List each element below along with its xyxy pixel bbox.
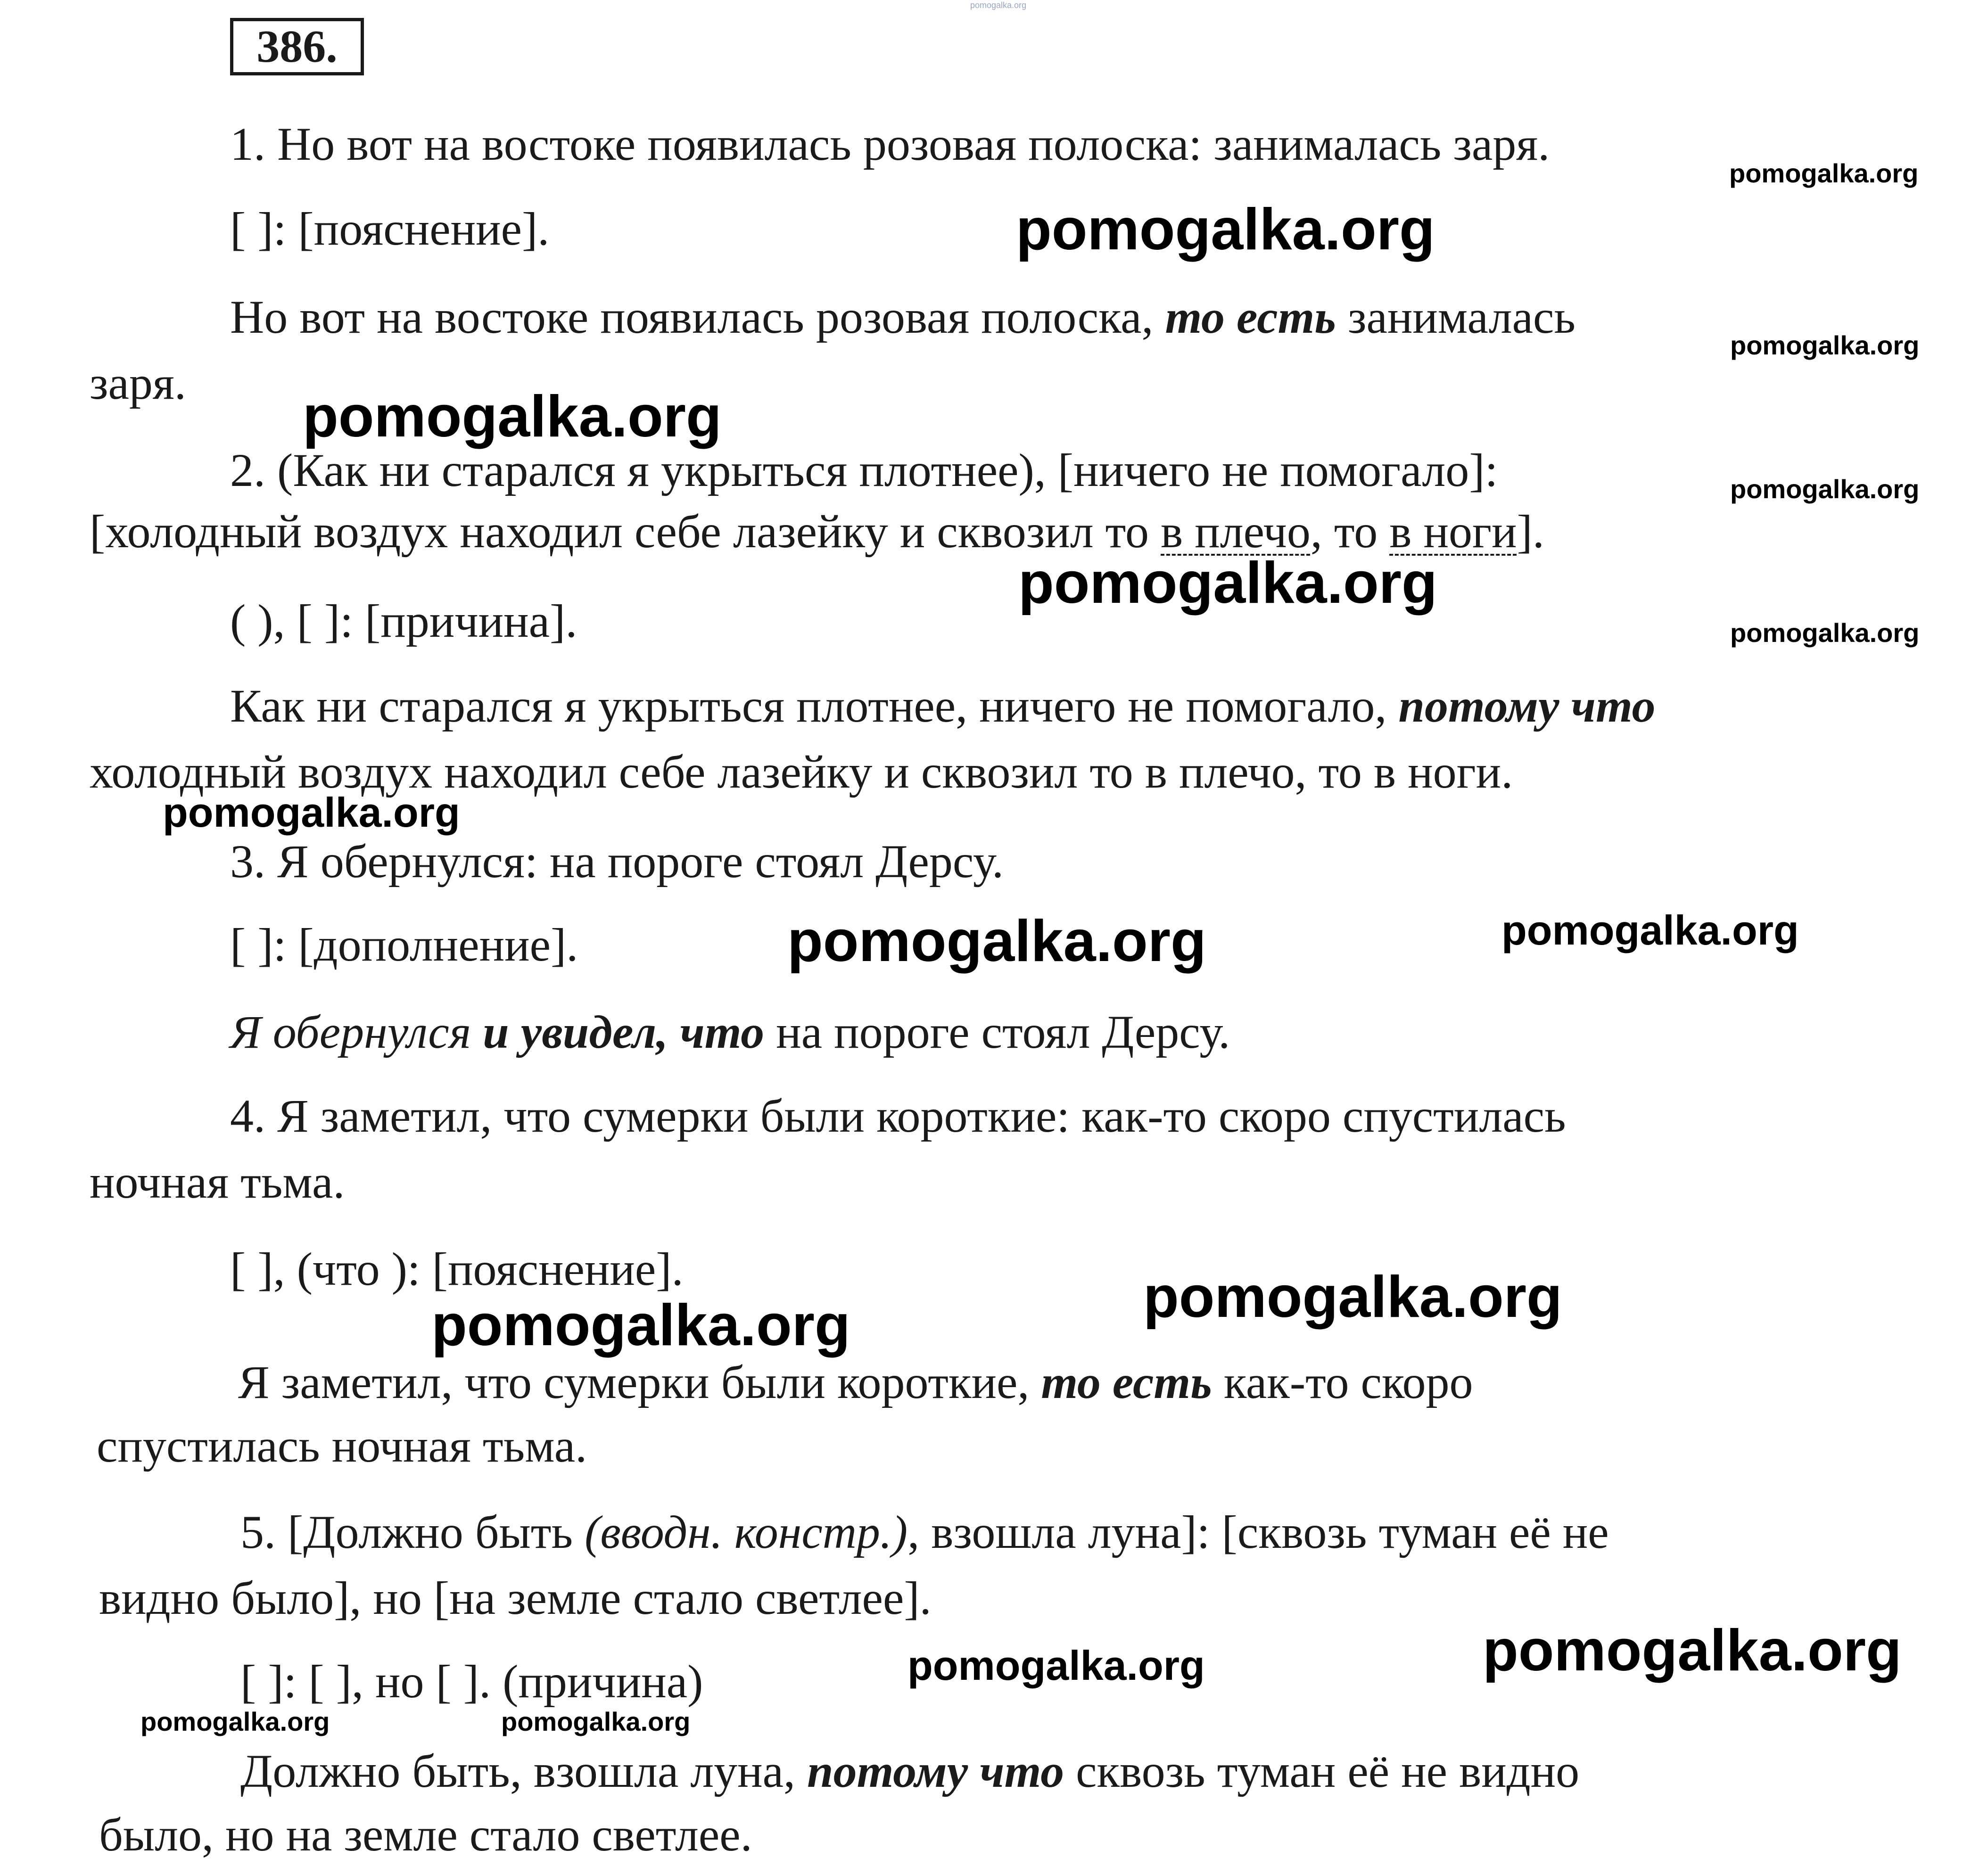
watermark-4: pomogalka.org <box>303 384 722 449</box>
item1-rewrite-end: заря. <box>90 357 186 409</box>
watermark-15: pomogalka.org <box>140 1707 330 1736</box>
item5-rewrite: Должно быть, взошла луна, потому что сквозь туман её не видно <box>240 1745 1580 1797</box>
watermark-10: pomogalka.org <box>1501 907 1799 953</box>
watermark-tiny: pomogalka.org <box>970 0 1027 10</box>
watermark-9: pomogalka.org <box>787 909 1206 974</box>
watermark-2: pomogalka.org <box>1016 197 1435 262</box>
item4-rewrite: Я заметил, что сумерки были короткие, то есть как-то скоро <box>238 1356 1473 1408</box>
watermark-1: pomogalka.org <box>1729 158 1919 188</box>
item2-line1: 2. (Как ни старался я укрыться плотнее), [ничего не помогало]: <box>230 444 1498 496</box>
item5-line2: видно было], но [на земле стало светлее]. <box>99 1572 932 1624</box>
watermark-3: pomogalka.org <box>1730 330 1920 360</box>
item2-line2: [холодный воздух находил себе лазейку и сквозил то в плечо, то в ноги]. <box>90 505 1544 558</box>
watermark-6: pomogalka.org <box>1018 551 1437 616</box>
watermark-16: pomogalka.org <box>501 1707 691 1736</box>
item4-scheme: [ ], (что ): [пояснение]. <box>230 1243 684 1295</box>
item3-sentence: 3. Я обернулся: на пороге стоял Дерсу. <box>230 835 1004 888</box>
item4-rewrite-end: спустилась ночная тьма. <box>97 1420 587 1472</box>
item3-rewrite: Я обернулся и увидел, что на пороге стоял Дерсу. <box>230 1006 1230 1058</box>
item1-rewrite: Но вот на востоке появилась розовая полоска, то есть занималась <box>230 291 1576 343</box>
item1-scheme: [ ]: [пояснение]. <box>230 203 550 255</box>
item4-line2: ночная тьма. <box>90 1156 345 1208</box>
exercise-number: 386. <box>230 18 364 75</box>
watermark-5: pomogalka.org <box>1730 474 1920 504</box>
item3-scheme: [ ]: [дополнение]. <box>230 919 578 971</box>
watermark-13: pomogalka.org <box>1483 1618 1902 1683</box>
watermark-7: pomogalka.org <box>1730 618 1920 648</box>
item5-scheme: [ ]: [ ], но [ ]. (причина) <box>240 1655 703 1708</box>
item2-scheme: ( ), [ ]: [причина]. <box>230 595 577 647</box>
watermark-14: pomogalka.org <box>907 1642 1205 1689</box>
watermark-11: pomogalka.org <box>431 1293 850 1358</box>
item2-rewrite: Как ни старался я укрыться плотнее, ничего не помогало, потому что <box>230 680 1656 732</box>
item4-line1: 4. Я заметил, что сумерки были короткие: как-то скоро спустилась <box>230 1090 1566 1142</box>
item5-rewrite-end: было, но на земле стало светлее. <box>99 1808 752 1861</box>
item2-rewrite-end: холодный воздух находил себе лазейку и сквозил то в плечо, то в ноги. <box>90 746 1513 798</box>
item1-sentence: 1. Но вот на востоке появилась розовая полоска: занималась заря. <box>230 118 1550 170</box>
watermark-8: pomogalka.org <box>163 789 460 836</box>
watermark-12: pomogalka.org <box>1143 1265 1562 1330</box>
item5-line1: 5. [Должно быть (вводн. констр.), взошла луна]: [сквозь туман её не <box>240 1506 1609 1558</box>
